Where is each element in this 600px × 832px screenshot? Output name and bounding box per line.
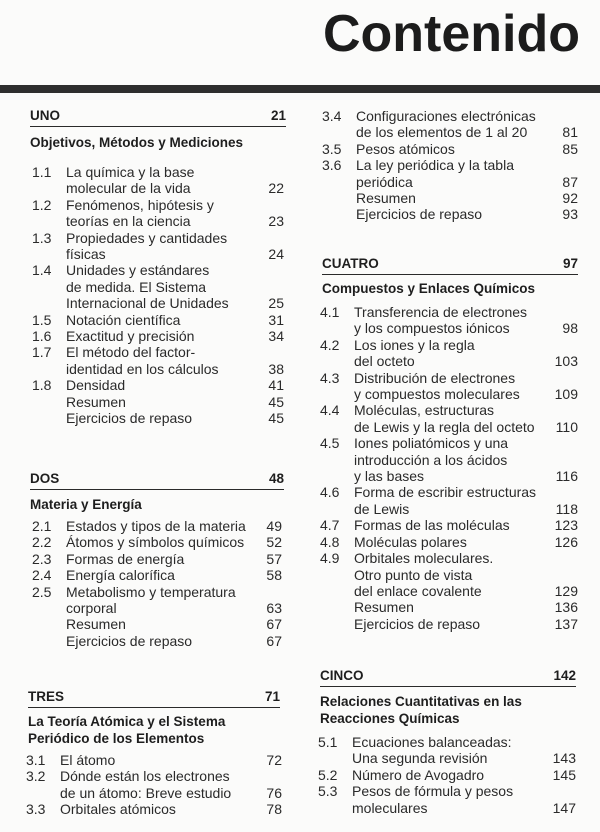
section-page: 76: [266, 784, 282, 801]
toc-entry[interactable]: [320, 304, 578, 337]
toc-entry[interactable]: [26, 752, 282, 768]
section-number: 3.2: [26, 768, 46, 785]
section-title: La ley periódica y la tabla periódica: [356, 157, 514, 190]
section-page: 118: [555, 500, 578, 517]
toc-entry[interactable]: [32, 567, 282, 583]
section-title: Configuraciones electrónicas de los elementos de 1 al 20: [356, 108, 536, 141]
section-page: 98: [562, 320, 578, 337]
toc-entry[interactable]: [320, 616, 578, 632]
section-page: 87: [562, 173, 578, 190]
section-page: 41: [268, 377, 284, 394]
toc-entry[interactable]: [26, 801, 282, 817]
section-number: 4.4: [320, 402, 340, 419]
section-page: 136: [554, 599, 578, 616]
section-number: 1.7: [32, 344, 52, 361]
section-page: 129: [554, 582, 578, 599]
section-number: 3.1: [26, 752, 46, 768]
section-page: 110: [555, 418, 578, 435]
section-number: [320, 616, 354, 632]
toc-entry[interactable]: [320, 550, 578, 599]
section-page: 24: [268, 246, 284, 263]
section-title: Estados y tipos de la materia: [66, 518, 246, 534]
section-number: 2.3: [32, 550, 52, 567]
chapter-label: DOS: [30, 471, 60, 486]
section-page: 78: [266, 801, 282, 818]
section-title: Ejercicios de repaso: [66, 410, 193, 427]
toc-entry[interactable]: [32, 328, 284, 344]
chapter-label: CUATRO: [322, 256, 379, 271]
section-number: 2.1: [32, 518, 52, 534]
section-title: El átomo: [60, 752, 116, 768]
section-title: Densidad: [66, 377, 126, 394]
section-number: [32, 394, 66, 410]
section-page: 103: [554, 353, 578, 370]
toc-entry[interactable]: [318, 767, 576, 783]
section-number: 4.9: [320, 550, 340, 567]
section-number: 4.5: [320, 435, 340, 452]
section-page: 92: [562, 190, 578, 207]
page-title: Contenido: [322, 5, 580, 63]
chapter-4-title: Compuestos y Enlaces Químicos: [322, 281, 536, 296]
section-page: 85: [562, 140, 578, 157]
section-number: 1.1: [32, 164, 52, 180]
section-page: 34: [268, 328, 284, 345]
chapter-3-entries-continued: [322, 108, 578, 223]
section-title: Orbitales atómicos: [60, 801, 176, 818]
section-title: Transferencia de electrones y los compuestos iónicos: [354, 304, 528, 337]
chapter-2-entries: [32, 518, 282, 649]
chapter-3-entries: [26, 752, 282, 818]
section-number: 3.6: [322, 157, 342, 174]
toc-entry[interactable]: [32, 344, 284, 377]
section-title: Pesos atómicos: [356, 140, 455, 157]
toc-entry[interactable]: [320, 534, 578, 550]
section-title: Forma de escribir estructuras de Lewis: [354, 484, 537, 517]
toc-entry[interactable]: [322, 108, 578, 141]
chapter-5-entries: [318, 734, 576, 816]
toc-entry[interactable]: [32, 518, 282, 534]
section-title: Notación científica: [66, 311, 181, 328]
section-number: 5.3: [318, 783, 338, 800]
section-title: Moléculas, estructuras de Lewis y la regla del octeto: [354, 402, 535, 435]
chapter-4-header: [322, 256, 578, 275]
section-title: Metabolismo y temperatura corporal: [66, 583, 236, 617]
section-title: Exactitud y precisión: [66, 328, 195, 345]
section-number: 1.5: [32, 311, 52, 328]
toc-entry[interactable]: [320, 337, 578, 370]
toc-entry[interactable]: [32, 197, 284, 230]
toc-entry[interactable]: [32, 616, 282, 632]
section-number: 4.1: [320, 304, 340, 320]
section-title: Formas de energía: [66, 550, 185, 567]
section-page: 38: [268, 360, 284, 377]
section-number: 3.5: [322, 140, 342, 157]
section-title: Dónde están los electrones de un átomo: Breve estudio: [60, 768, 232, 801]
toc-entry[interactable]: [32, 230, 284, 263]
section-title: Ejercicios de repaso: [356, 206, 483, 223]
section-title: El método del factor- identidad en los cálculos: [66, 344, 219, 377]
section-number: 4.7: [320, 517, 340, 534]
section-title: Resumen: [66, 393, 126, 410]
section-title: Moléculas polares: [354, 533, 467, 550]
section-title: Distribución de electrones y compuestos moleculares: [354, 369, 520, 403]
section-page: 109: [554, 386, 578, 403]
toc-entry[interactable]: [32, 584, 282, 617]
toc-entry[interactable]: [32, 164, 284, 197]
toc-entry[interactable]: [320, 517, 578, 533]
section-title: Número de Avogadro: [352, 766, 485, 783]
section-number: 4.6: [320, 484, 340, 501]
section-page: 147: [552, 799, 576, 816]
section-number: [322, 190, 356, 206]
section-number: [32, 410, 66, 426]
section-page: 67: [266, 616, 282, 633]
chapter-page[interactable]: 71: [264, 689, 280, 704]
section-title: Ejercicios de repaso: [66, 632, 193, 649]
section-page: 45: [268, 393, 284, 410]
section-number: 4.2: [320, 336, 340, 353]
section-page: 143: [552, 750, 576, 767]
section-number: 1.4: [32, 262, 52, 279]
section-page: 137: [554, 615, 578, 632]
chapter-page[interactable]: 97: [562, 256, 578, 271]
toc-entry[interactable]: [32, 394, 284, 410]
toc-entry[interactable]: [320, 599, 578, 615]
section-page: 72: [266, 752, 282, 768]
section-title: Resumen: [66, 616, 126, 633]
section-page: 31: [268, 311, 284, 328]
toc-entry[interactable]: [320, 402, 578, 435]
toc-entry[interactable]: [32, 551, 282, 567]
section-number: [322, 206, 356, 222]
toc-entry[interactable]: [32, 410, 284, 426]
section-page: 58: [266, 567, 282, 584]
section-number: 2.4: [32, 567, 52, 584]
section-page: 67: [266, 632, 282, 649]
toc-entry[interactable]: [322, 190, 578, 206]
section-number: 4.8: [320, 533, 340, 550]
chapter-1-title: Objetivos, Métodos y Mediciones: [30, 135, 244, 150]
chapter-2-header: [30, 471, 284, 490]
section-title: Ecuaciones balanceadas: Una segunda revisión: [352, 734, 512, 767]
chapter-page[interactable]: 48: [268, 471, 284, 486]
toc-entry[interactable]: [318, 734, 576, 767]
section-number: 2.2: [32, 534, 52, 551]
section-page: 52: [266, 534, 282, 551]
section-number: 3.3: [26, 801, 46, 818]
section-number: 2.5: [32, 583, 52, 600]
chapter-2-title: Materia y Energía: [30, 497, 142, 512]
chapter-3-title: La Teoría Atómica y el Sistema Periódico de los Elementos: [28, 714, 226, 746]
section-number: 1.8: [32, 377, 52, 394]
chapter-3-header: [28, 689, 280, 708]
section-title: Pesos de fórmula y pesos moleculares: [352, 783, 514, 816]
section-page: 93: [562, 206, 578, 223]
toc-entry[interactable]: [322, 206, 578, 222]
toc-entry[interactable]: [32, 534, 282, 550]
chapter-5-header: [320, 668, 576, 687]
section-number: [32, 633, 66, 649]
section-title: Átomos y símbolos químicos: [66, 534, 245, 551]
section-number: 1.6: [32, 328, 52, 345]
section-number: 1.3: [32, 229, 52, 246]
section-page: 126: [554, 533, 578, 550]
toc-entry[interactable]: [320, 484, 578, 517]
section-title: Fenómenos, hipótesis y teorías en la ciencia: [66, 196, 214, 230]
toc-entry[interactable]: [32, 633, 282, 649]
section-page: 116: [555, 468, 578, 485]
section-page: 81: [562, 124, 578, 141]
section-title: Orbitales moleculares. Otro punto de vista del enlace covalente: [354, 550, 494, 599]
section-page: 45: [268, 410, 284, 427]
toc-entry[interactable]: [318, 783, 576, 816]
chapter-label: UNO: [30, 108, 60, 123]
section-page: 57: [266, 550, 282, 567]
chapter-1-header: [30, 108, 286, 127]
section-title: Unidades y estándares de medida. El Sistema Internacional de Unidades: [66, 262, 229, 312]
toc-entry[interactable]: [320, 370, 578, 403]
section-title: Energía calorífica: [66, 567, 175, 584]
section-title: Iones poliatómicos y una introducción a los ácidos y las bases: [354, 435, 509, 485]
section-number: [320, 599, 354, 615]
toc-entry[interactable]: [32, 262, 284, 311]
toc-entry[interactable]: [320, 435, 578, 484]
chapter-4-entries: [320, 304, 578, 632]
section-number: 3.4: [322, 108, 342, 124]
chapter-label: CINCO: [320, 668, 364, 683]
section-title: Resumen: [354, 599, 414, 616]
chapter-1-entries: [32, 164, 284, 427]
section-page: 49: [266, 518, 282, 534]
header-rule: [0, 85, 600, 93]
section-title: Propiedades y cantidades físicas: [66, 229, 228, 263]
section-page: 63: [266, 600, 282, 617]
toc-entry[interactable]: [322, 141, 578, 157]
section-page: 25: [268, 295, 284, 312]
section-number: 4.3: [320, 369, 340, 386]
chapter-5-title: Relaciones Cuantitativas en las Reacciones Químicas: [320, 694, 522, 726]
section-page: 23: [268, 213, 284, 230]
section-title: Formas de las moléculas: [354, 517, 510, 534]
chapter-page[interactable]: 21: [270, 108, 286, 123]
section-number: 1.2: [32, 196, 52, 213]
section-title: Ejercicios de repaso: [354, 615, 481, 632]
toc-entry[interactable]: [322, 157, 578, 190]
chapter-page[interactable]: 142: [553, 668, 576, 683]
section-page: 145: [552, 766, 576, 783]
section-page: 123: [554, 517, 578, 534]
section-number: [32, 616, 66, 632]
section-number: 5.2: [318, 766, 338, 783]
section-title: Los iones y la regla del octeto: [354, 336, 475, 370]
toc-entry[interactable]: [32, 377, 284, 393]
section-number: 5.1: [318, 734, 338, 750]
toc-entry[interactable]: [32, 312, 284, 328]
section-title: Resumen: [356, 190, 416, 207]
section-title: La química y la base molecular de la vida: [66, 164, 195, 197]
section-page: 22: [268, 180, 284, 197]
chapter-label: TRES: [28, 689, 65, 704]
toc-entry[interactable]: [26, 768, 282, 801]
